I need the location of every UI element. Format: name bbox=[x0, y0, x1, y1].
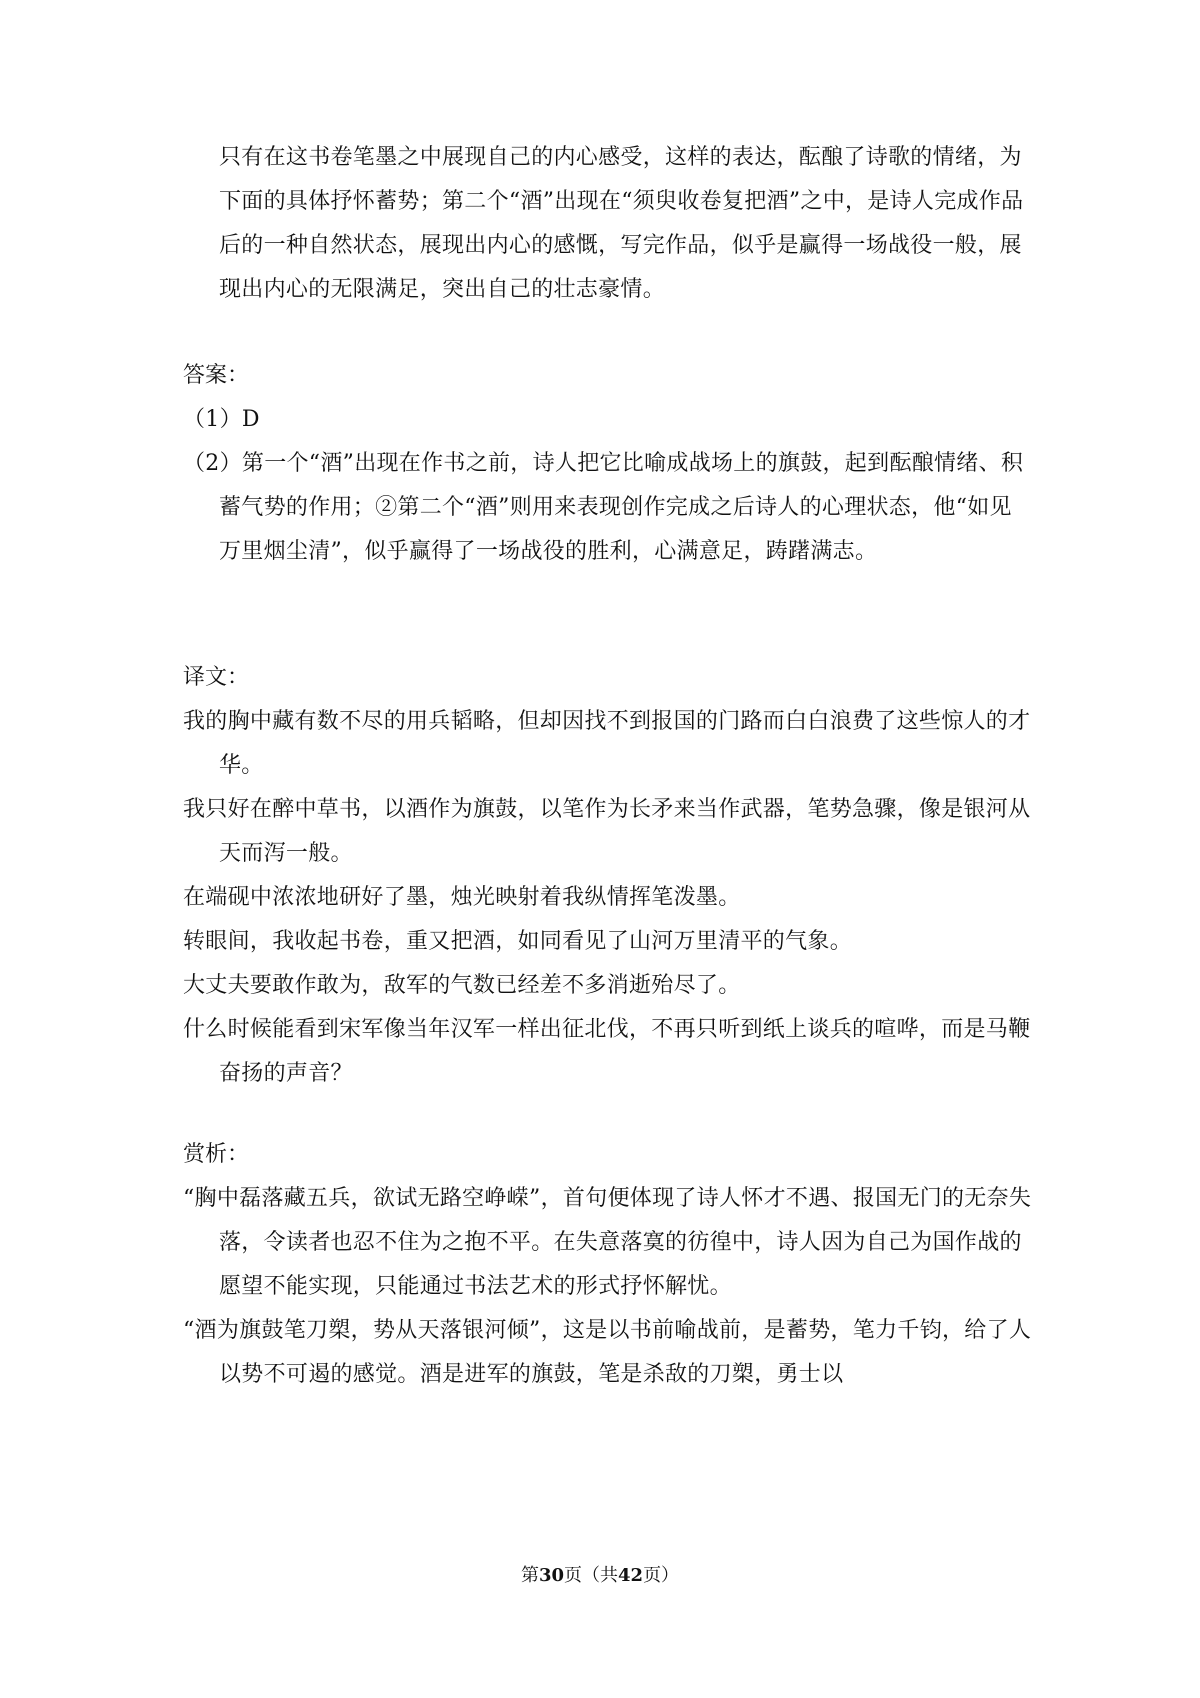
footer-prefix: 第 bbox=[520, 1565, 539, 1586]
continuation-section bbox=[183, 136, 1033, 312]
appreciation-line: “酒为旗鼓笔刀槊，势从天落银河倾”，这是以书前喻战前，是蓄势，笔力千钧，给了人以势不可遏的感觉。酒是进军的旗鼓，笔是杀敌的刀槊，勇士以 bbox=[183, 1318, 1032, 1387]
translation-line: 我的胸中藏有数不尽的用兵韬略，但却因找不到报国的门路而白白浪费了这些惊人的才华。 bbox=[183, 709, 1031, 778]
footer-page-number: 30 bbox=[538, 1565, 564, 1586]
page-footer bbox=[0, 1564, 1200, 1588]
footer-total-pages: 42 bbox=[618, 1565, 644, 1586]
translation-section bbox=[183, 656, 1033, 1096]
answer-item: （1）D bbox=[183, 407, 260, 432]
continuation-paragraph: 只有在这书卷笔墨之中展现自己的内心感受，这样的表达，酝酿了诗歌的情绪，为下面的具体抒怀蓄势；第二个“酒”出现在“须臾收卷复把酒”之中，是诗人完成作品后的一种自然状态，展现出内心的感慨，写完作品，似乎是赢得一场战役一般，展现出内心的无限满足，突出自己的壮志豪情。 bbox=[219, 145, 1024, 302]
answer-heading: 答案： bbox=[183, 363, 250, 388]
answer-item: （2）第一个“酒”出现在作书之前，诗人把它比喻成战场上的旗鼓，起到酝酿情绪、积蓄气势的作用；②第二个“酒”则用来表现创作完成之后诗人的心理状态，他“如见万里烟尘清”，似乎赢得了一场战役的胜利，心满意足，踌躇满志。 bbox=[183, 451, 1024, 564]
translation-line: 什么时候能看到宋军像当年汉军一样出征北伐，不再只听到纸上谈兵的喧哗，而是马鞭奋扬的声音？ bbox=[183, 1017, 1031, 1086]
answer-section bbox=[183, 354, 1033, 574]
appreciation-line: “胸中磊落藏五兵，欲试无路空峥嵘”，首句便体现了诗人怀才不遇、报国无门的无奈失落，令读者也忍不住为之抱不平。在失意落寞的彷徨中，诗人因为自己为国作战的愿望不能实现，只能通过书法艺术的形式抒怀解忧。 bbox=[183, 1186, 1032, 1299]
appreciation-heading: 赏析： bbox=[183, 1142, 250, 1167]
translation-line: 我只好在醉中草书，以酒作为旗鼓，以笔作为长矛来当作武器，笔势急骤，像是银河从天而泻一般。 bbox=[183, 797, 1031, 866]
translation-line: 大丈夫要敢作敢为，敌军的气数已经差不多消逝殆尽了。 bbox=[183, 973, 741, 998]
translation-line: 转眼间，我收起书卷，重又把酒，如同看见了山河万里清平的气象。 bbox=[183, 929, 853, 954]
appreciation-section bbox=[183, 1133, 1033, 1397]
footer-suffix: 页） bbox=[643, 1565, 680, 1586]
translation-heading: 译文： bbox=[183, 665, 250, 690]
translation-line: 在端砚中浓浓地研好了墨，烛光映射着我纵情挥笔泼墨。 bbox=[183, 885, 741, 910]
footer-middle: 页（共 bbox=[564, 1565, 618, 1586]
